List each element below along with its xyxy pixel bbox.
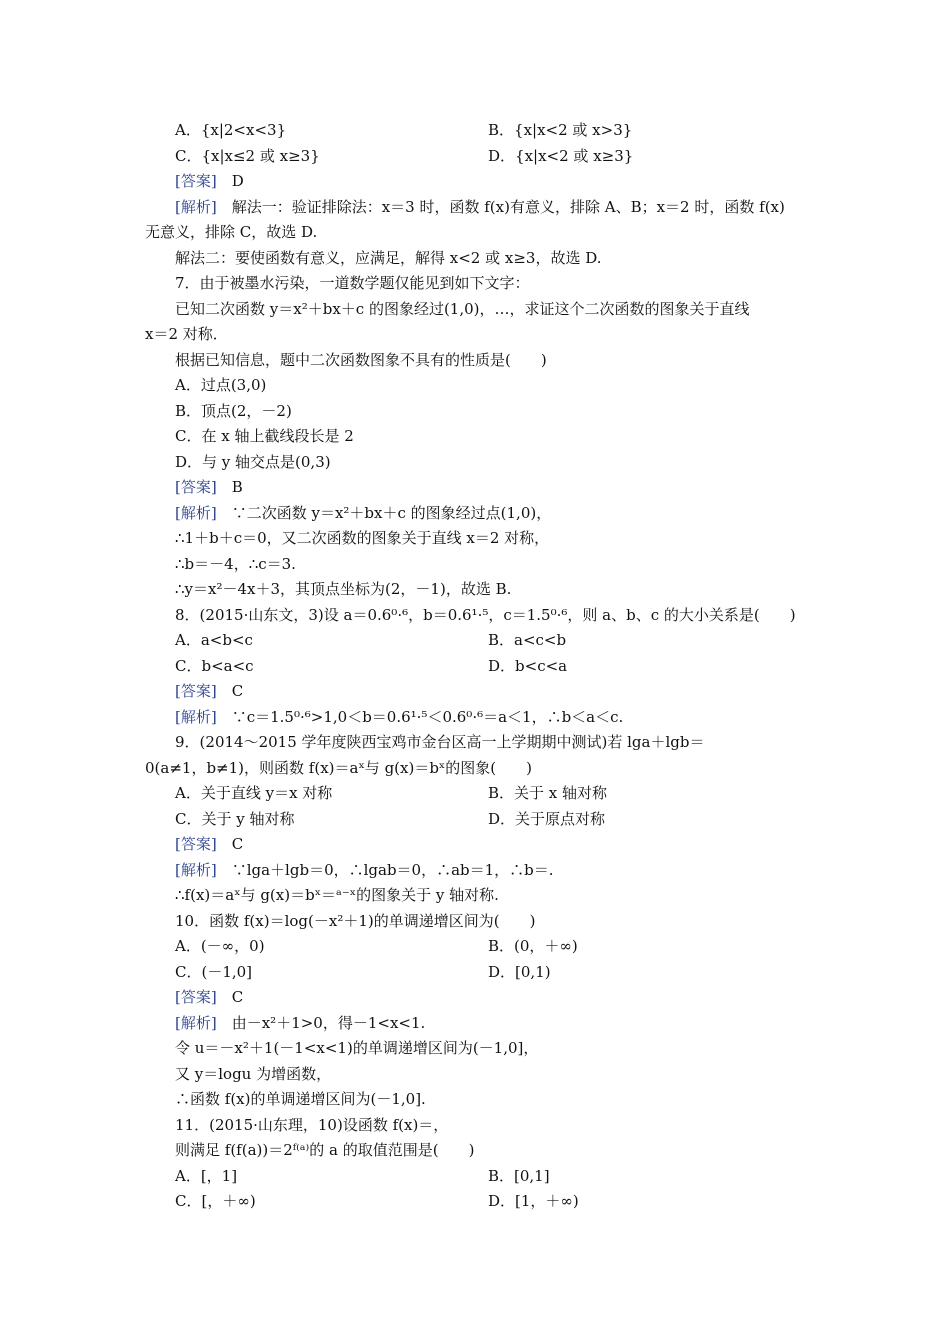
answer-line (145, 832, 813, 858)
option-c: C．(－1,0] (175, 962, 253, 981)
text-line: 0(a≠1，b≠1)，则函数 f(x)＝aˣ与 g(x)＝bˣ的图象( ) (145, 758, 532, 777)
option-d: D．{x|x<2 或 x≥3} (488, 146, 634, 165)
text-line: 则满足 f(f(a))＝2ᶠ⁽ᵃ⁾的 a 的取值范围是( ) (175, 1141, 475, 1159)
analysis-tag: [解析] (175, 860, 217, 879)
question-8: 8．(2015·山东文，3)设 a＝0.6⁰·⁶，b＝0.6¹·⁵，c＝1.5⁰·⁶，则 a、b、c 的大小关系是( ) (175, 605, 796, 624)
analysis-line (145, 1011, 813, 1037)
option-row (145, 781, 813, 807)
option-d: D．与 y 轴交点是(0,3) (175, 452, 331, 471)
option-row (145, 807, 813, 833)
option-a: A．[，1] (175, 1166, 238, 1185)
question-9: 9．(2014～2015 学年度陕西宝鸡市金台区高一上学期期中测试)若 lga＋lgb＝ (175, 733, 705, 751)
answer-text: C (216, 835, 244, 853)
option-a: A．过点(3,0) (175, 376, 267, 394)
text-line: ∴b＝－4，∴c＝3. (175, 554, 296, 573)
analysis-text: 解法一：验证排除法：x＝3 时，函数 f(x)有意义，排除 A、B；x＝2 时，函数 f(x) (216, 197, 785, 216)
analysis-tag: [解析] (175, 1013, 217, 1032)
answer-tag: [答案] (175, 478, 217, 496)
text-line: ∴f(x)＝aˣ与 g(x)＝bˣ＝ᵃ⁻ˣ的图象关于 y 轴对称. (175, 886, 499, 904)
option-b: B．顶点(2，－2) (175, 401, 292, 420)
option-row (145, 934, 813, 960)
option-b: B．[0,1] (488, 1166, 550, 1185)
option-row (145, 628, 813, 654)
option-c: C．b<a<c (175, 656, 254, 675)
question-11: 11．(2015·山东理，10)设函数 f(x)＝， (175, 1115, 449, 1134)
question-7: 7．由于被墨水污染，一道数学题仅能见到如下文字： (175, 274, 530, 292)
document-page (145, 118, 813, 1215)
option-c: C．在 x 轴上截线段长是 2 (175, 427, 354, 445)
text-line: x＝2 对称． (145, 325, 228, 343)
answer-line (145, 985, 813, 1011)
text-line: 又 y＝logu 为增函数， (175, 1064, 332, 1083)
text-line: 令 u＝－x²＋1(－1<x<1)的单调递增区间为(－1,0]， (175, 1039, 539, 1057)
analysis-tag: [解析] (175, 503, 217, 522)
option-b: B．(0，＋∞) (488, 937, 578, 955)
option-row (145, 118, 813, 144)
question-10: 10．函数 f(x)＝log(－x²＋1)的单调递增区间为( ) (175, 911, 536, 930)
analysis-text: ∵lga＋lgb＝0，∴lgab＝0，∴ab＝1，∴b＝. (216, 860, 554, 879)
option-a: A．(－∞，0) (175, 937, 265, 955)
option-row (145, 144, 813, 170)
analysis-line (145, 705, 813, 731)
text-line: 解法二：要使函数有意义，应满足，解得 x<2 或 x≥3，故选 D. (175, 248, 602, 267)
answer-line (145, 679, 813, 705)
option-d: D．关于原点对称 (488, 809, 606, 828)
option-b: B．a<c<b (488, 631, 567, 649)
option-c: C．关于 y 轴对称 (175, 809, 295, 828)
text-line: ∴y＝x²－4x＋3，其顶点坐标为(2，－1)，故选 B. (175, 580, 512, 598)
option-row (145, 960, 813, 986)
text-line: ∴函数 f(x)的单调递增区间为(－1,0]. (175, 1090, 426, 1108)
analysis-text: 由－x²＋1>0，得－1<x<1. (216, 1013, 426, 1032)
option-b: B．{x|x<2 或 x>3} (488, 121, 633, 139)
answer-tag: [答案] (175, 835, 217, 853)
text-line: 已知二次函数 y＝x²＋bx＋c 的图象经过(1,0)，…，求证这个二次函数的图象关于直线 (175, 299, 750, 318)
analysis-tag: [解析] (175, 197, 217, 216)
answer-text: C (216, 988, 244, 1006)
answer-text: B (216, 478, 243, 496)
option-c: C．[，＋∞) (175, 1192, 256, 1210)
option-row (145, 1164, 813, 1190)
answer-tag: [答案] (175, 682, 217, 700)
analysis-line (145, 858, 813, 884)
text-line: 根据已知信息，题中二次函数图象不具有的性质是( ) (175, 350, 547, 369)
option-d: D．[0,1) (488, 962, 551, 981)
analysis-line (145, 195, 813, 221)
text-line: 无意义，排除 C，故选 D. (145, 223, 318, 241)
option-a: A．关于直线 y＝x 对称 (175, 784, 333, 802)
answer-tag: [答案] (175, 172, 217, 190)
option-a: A．a<b<c (175, 631, 253, 649)
answer-line (145, 169, 813, 195)
option-d: D．b<c<a (488, 656, 568, 675)
option-row (145, 1189, 813, 1215)
answer-text: D (216, 172, 244, 190)
analysis-line (145, 501, 813, 527)
option-a: A．{x|2<x<3} (175, 121, 287, 139)
option-c: C．{x|x≤2 或 x≥3} (175, 146, 320, 165)
answer-tag: [答案] (175, 988, 217, 1006)
option-d: D．[1，＋∞) (488, 1192, 579, 1210)
analysis-text: ∵二次函数 y＝x²＋bx＋c 的图象经过点(1,0)， (216, 503, 552, 522)
answer-text: C (216, 682, 244, 700)
analysis-text: ∵c＝1.5⁰·⁶>1,0＜b＝0.6¹·⁵＜0.6⁰·⁶＝a＜1，∴b＜a＜c. (216, 707, 624, 726)
option-b: B．关于 x 轴对称 (488, 784, 608, 802)
option-row (145, 654, 813, 680)
analysis-tag: [解析] (175, 707, 217, 726)
text-line: ∴1＋b＋c＝0，又二次函数的图象关于直线 x＝2 对称， (175, 529, 550, 547)
answer-line (145, 475, 813, 501)
